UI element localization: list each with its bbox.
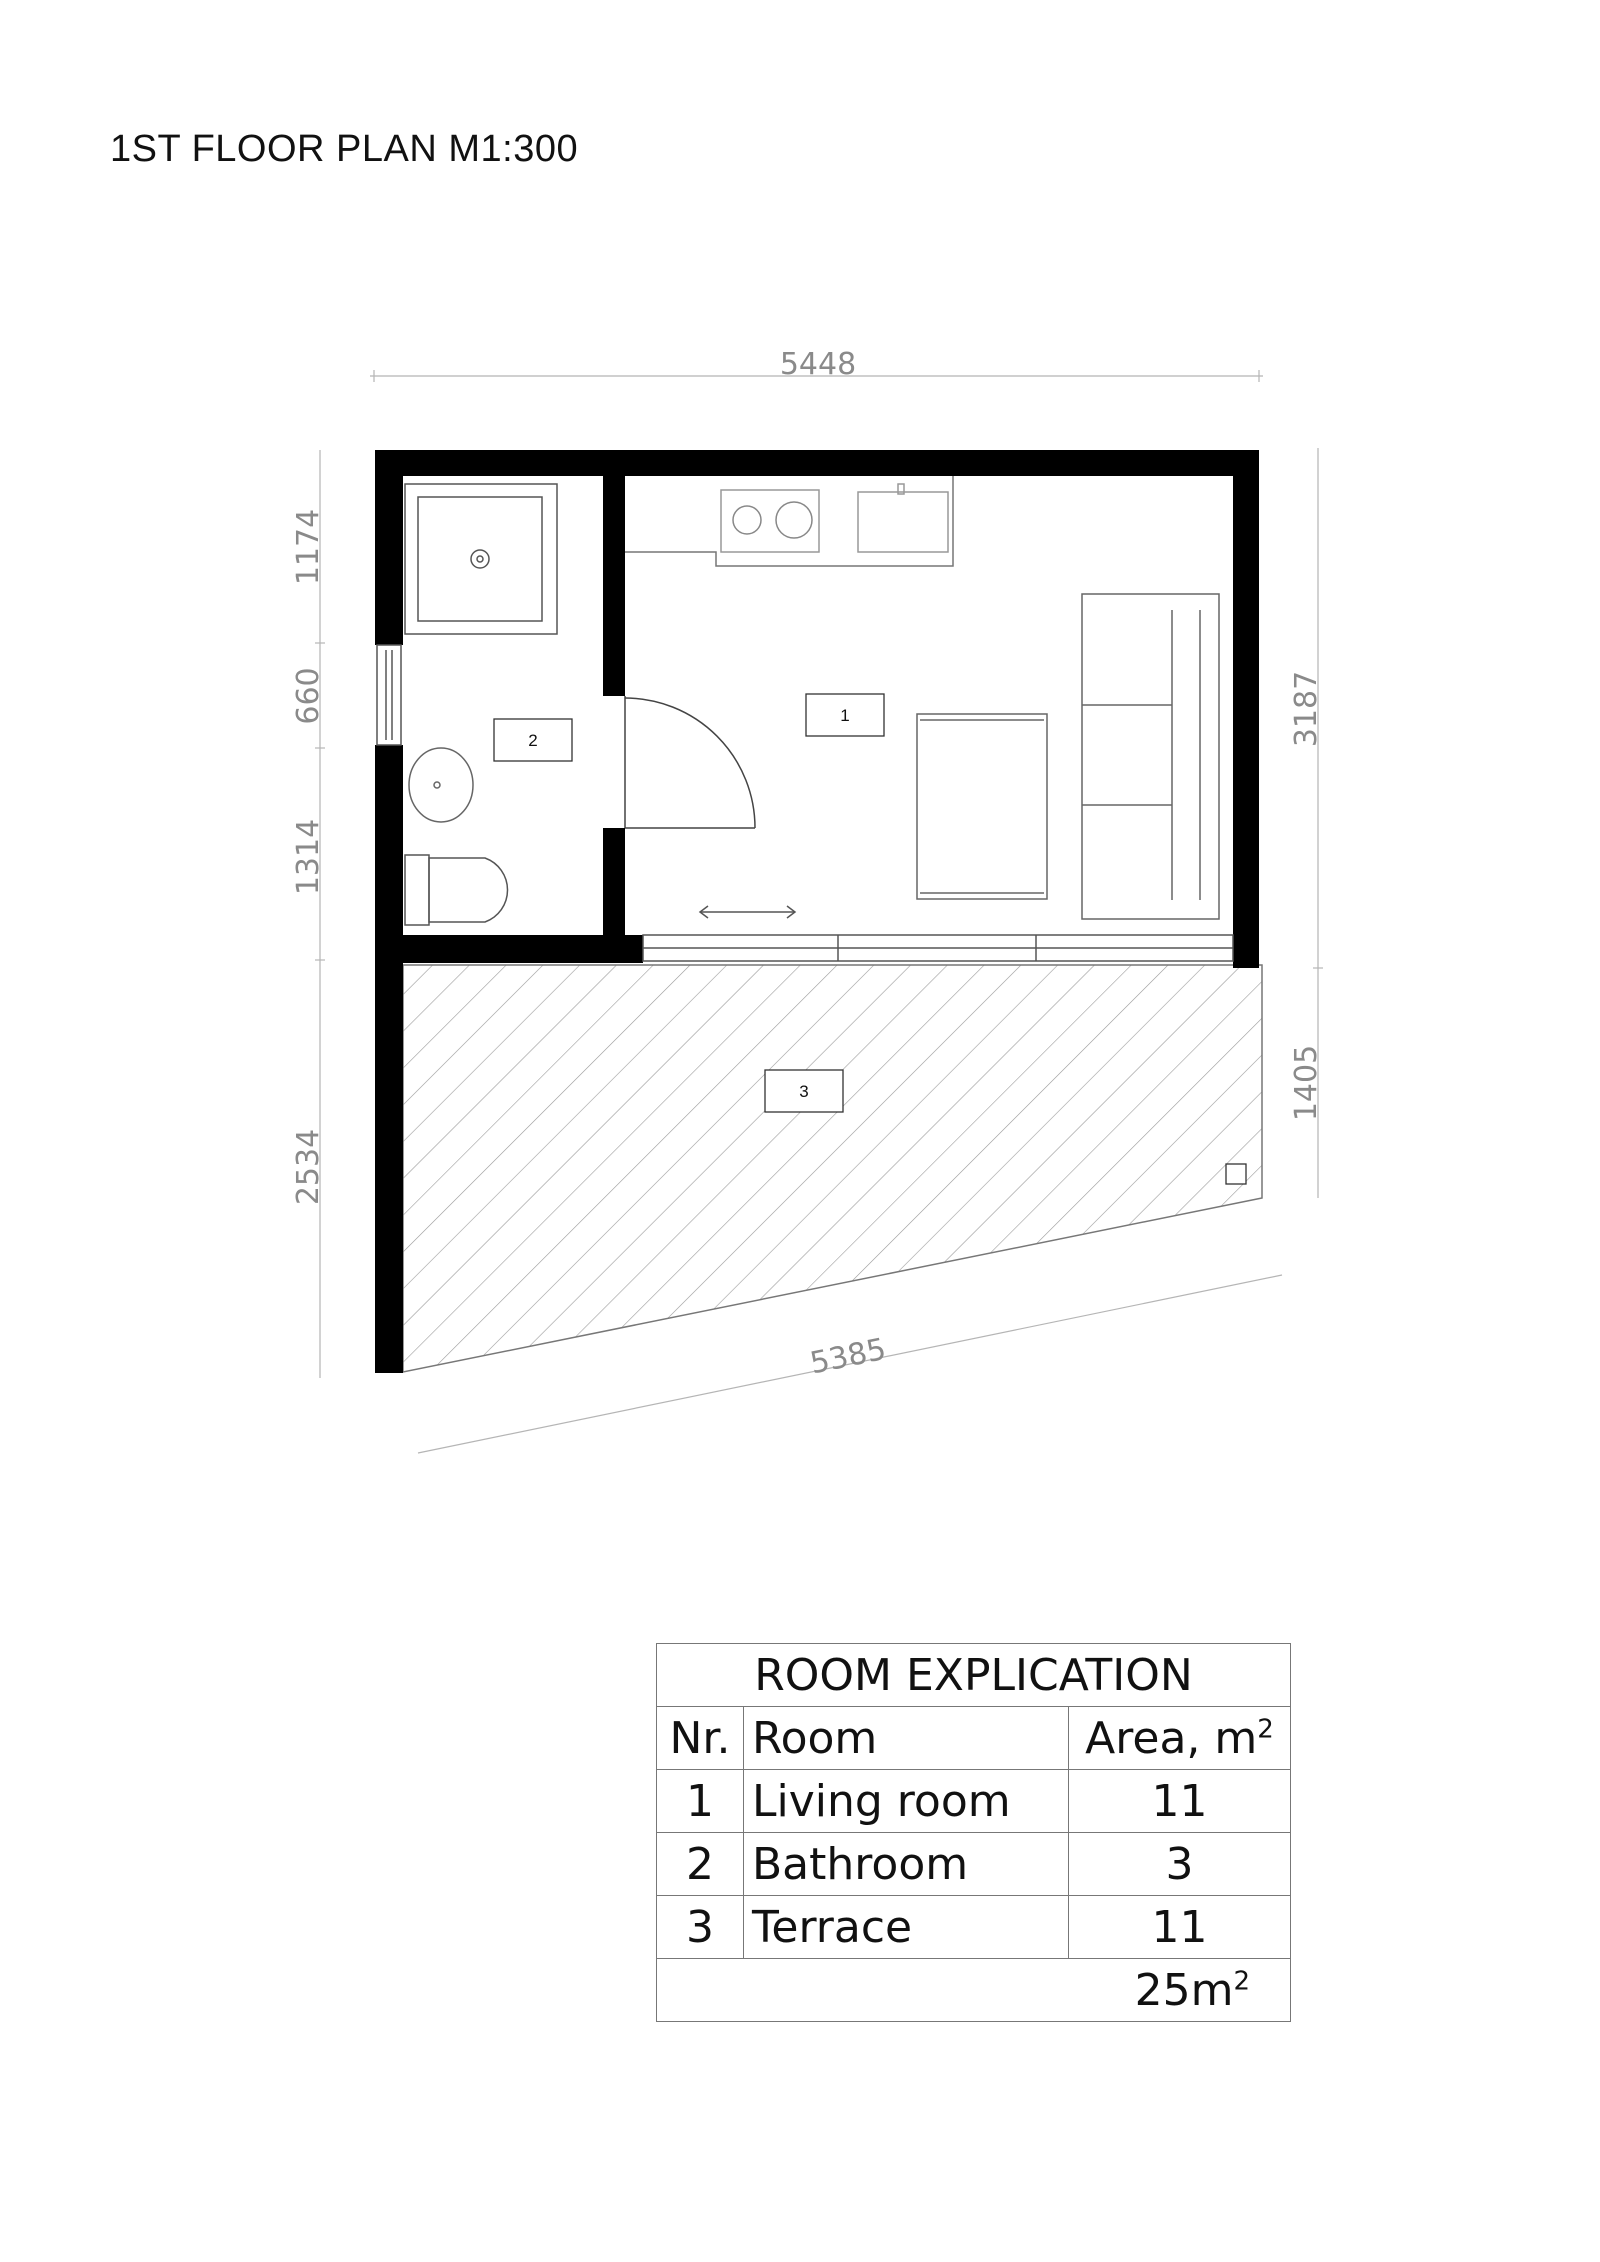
header-room: Room: [744, 1707, 1069, 1770]
table-header-row: [657, 1707, 1291, 1770]
terrace-floor: [403, 965, 1262, 1372]
svg-text:3: 3: [799, 1082, 809, 1101]
header-area: [1069, 1707, 1291, 1770]
row-room: Living room: [744, 1770, 1069, 1833]
row-nr: 2: [657, 1833, 744, 1896]
dim-top-width: 5448: [779, 347, 857, 382]
sofa-icon: [1082, 594, 1219, 919]
dim-left-3: 1314: [291, 818, 326, 896]
table-total-row: [657, 1959, 1291, 2022]
dim-left-4: 2534: [291, 1128, 326, 1206]
dim-right-2: 1405: [1289, 1044, 1324, 1122]
total-sup: 2: [1233, 1965, 1250, 1996]
table-total: [657, 1959, 1291, 2022]
toilet-icon: [405, 855, 508, 925]
dim-right-1: 3187: [1289, 670, 1324, 748]
table-icon: [917, 714, 1047, 899]
room-tag-2: [494, 719, 572, 761]
row-area: 11: [1069, 1896, 1291, 1959]
row-area: 3: [1069, 1833, 1291, 1896]
header-nr: Nr.: [657, 1707, 744, 1770]
page-title: 1ST FLOOR PLAN M1:300: [110, 128, 579, 170]
row-room: Bathroom: [744, 1833, 1069, 1896]
room-tag-3: [765, 1070, 843, 1112]
svg-text:2: 2: [528, 731, 538, 750]
dim-left-1: 1174: [291, 508, 326, 586]
room-tag-1: [806, 694, 884, 736]
total-text: 25m: [1134, 1964, 1234, 2016]
table-row: [657, 1896, 1291, 1959]
table-row: [657, 1833, 1291, 1896]
row-area: 11: [1069, 1770, 1291, 1833]
table-title-row: [657, 1644, 1291, 1707]
header-area-sup: 2: [1257, 1713, 1274, 1744]
room-explication-table: [656, 1643, 1291, 2022]
terrace-marker: [1226, 1164, 1246, 1184]
bathroom-window: [377, 645, 401, 745]
dim-bottom-width: 5385: [807, 1331, 890, 1382]
washbasin-icon: [409, 748, 473, 822]
header-area-text: Area, m: [1085, 1712, 1258, 1764]
table-row: [657, 1770, 1291, 1833]
row-nr: 1: [657, 1770, 744, 1833]
table-title: ROOM EXPLICATION: [657, 1644, 1291, 1707]
row-room: Terrace: [744, 1896, 1069, 1959]
shower-icon: [405, 484, 557, 634]
svg-text:1: 1: [840, 706, 850, 725]
door-swing: [625, 696, 755, 828]
dim-left-2: 660: [291, 667, 326, 725]
sliding-door: [643, 906, 1233, 961]
kitchen-counter: [625, 476, 953, 566]
row-nr: 3: [657, 1896, 744, 1959]
